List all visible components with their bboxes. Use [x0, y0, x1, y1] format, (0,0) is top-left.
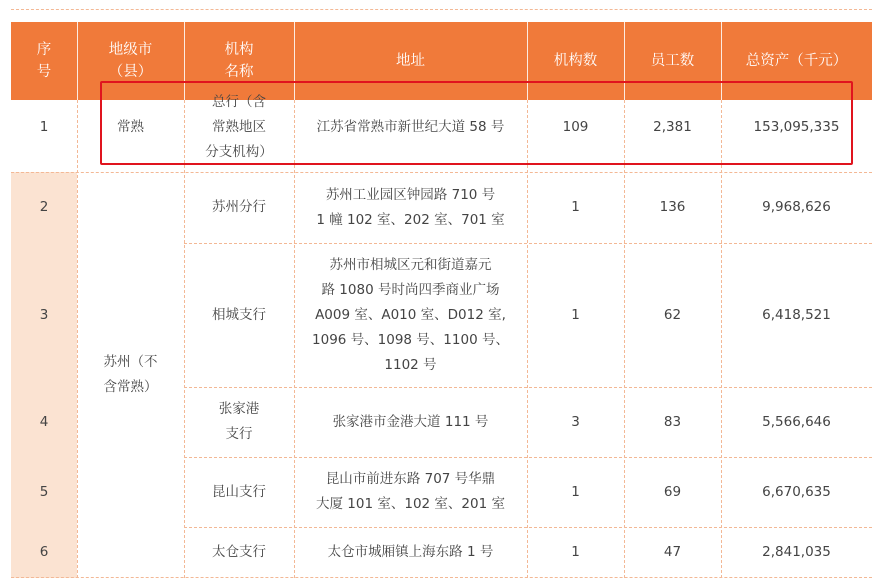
cell-staff: 62 — [663, 306, 682, 323]
cell-staff: 69 — [663, 483, 682, 500]
cell-staff: 136 — [659, 199, 686, 215]
cell-org-name: 张家港 支行 — [218, 401, 260, 442]
header-index: 序 号 — [36, 42, 52, 80]
cell-assets: 2,841,035 — [762, 543, 831, 560]
cell-address: 苏州市相城区元和街道嘉元 路 1080 号时尚四季商业广场 A009 室、A010 室、D012 室, 1096 号、1098 号、1100 号、 1102 号 — [312, 256, 509, 373]
cell-index: 1 — [39, 118, 49, 135]
top-divider — [11, 9, 872, 10]
cell-assets: 5,566,646 — [762, 413, 831, 430]
cell-index: 3 — [39, 306, 49, 323]
table-row — [11, 172, 872, 243]
cell-staff: 47 — [663, 543, 682, 560]
cell-org-name: 苏州分行 — [212, 199, 266, 215]
cell-assets: 153,095,335 — [753, 118, 840, 135]
cell-org-name: 总行（含 常熟地区 分支机构） — [205, 93, 273, 160]
cell-org-count: 1 — [571, 543, 580, 560]
cell-org-count: 1 — [571, 483, 580, 500]
header-org-name: 机构 名称 — [224, 42, 254, 80]
cell-staff: 83 — [663, 413, 682, 430]
header-city: 地级市 （县） — [108, 42, 153, 80]
cell-org-name: 太仓支行 — [212, 543, 266, 560]
table-row — [11, 527, 872, 577]
cell-address: 江苏省常熟市新世纪大道 58 号 — [316, 118, 505, 135]
cell-address: 太仓市城厢镇上海东路 1 号 — [327, 543, 494, 560]
cell-assets: 6,418,521 — [762, 306, 831, 323]
cell-index: 4 — [39, 413, 49, 430]
cell-org-name: 相城支行 — [212, 306, 266, 323]
table-row — [11, 457, 872, 527]
header-assets: 总资产（千元） — [745, 53, 848, 69]
cell-index: 6 — [39, 543, 49, 560]
header-org-count: 机构数 — [553, 53, 598, 69]
cell-city: 常熟 — [117, 118, 144, 135]
table-row — [11, 387, 872, 457]
cell-address: 苏州工业园区钟园路 710 号 1 幢 102 室、202 室、701 室 — [316, 186, 505, 228]
cell-staff: 2,381 — [653, 118, 692, 135]
cell-index: 5 — [39, 483, 49, 500]
cell-org-count: 3 — [571, 413, 580, 430]
table-row — [11, 243, 872, 387]
highlight-box — [100, 81, 853, 165]
cell-assets: 9,968,626 — [762, 199, 831, 215]
cell-index: 2 — [39, 199, 49, 215]
cell-assets: 6,670,635 — [762, 483, 831, 500]
cell-address: 昆山市前进东路 707 号华鼎 大厦 101 室、102 室、201 室 — [316, 471, 505, 512]
header-staff: 员工数 — [650, 53, 695, 69]
cell-city-merged: 苏州（不 含常熟） — [103, 354, 158, 395]
cell-org-count: 109 — [562, 118, 589, 135]
cell-org-count: 1 — [571, 199, 580, 215]
cell-org-count: 1 — [571, 306, 580, 323]
cell-org-name: 昆山支行 — [212, 483, 266, 500]
cell-address: 张家港市金港大道 111 号 — [332, 413, 489, 430]
header-address: 地址 — [396, 53, 425, 69]
